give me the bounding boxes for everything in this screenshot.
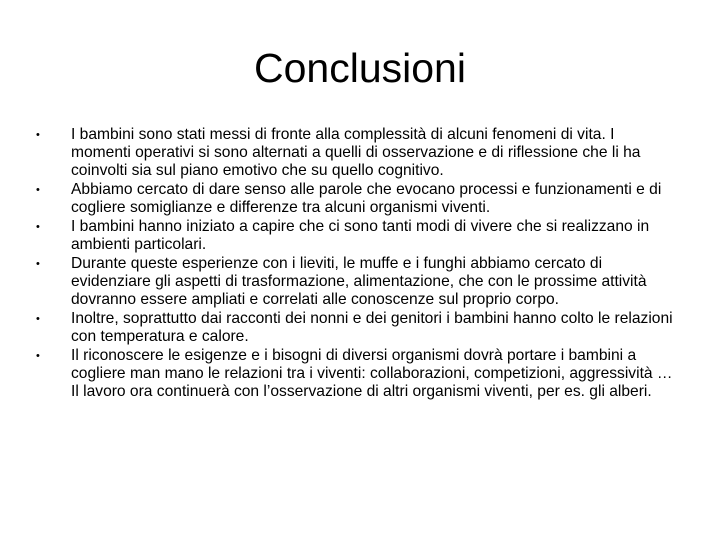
bullet-icon: • — [36, 184, 40, 196]
bullet-icon: • — [36, 129, 40, 141]
bullet-icon: • — [36, 258, 40, 270]
bullet-item — [36, 218, 676, 254]
bullet-item — [36, 126, 676, 180]
bullet-item — [36, 181, 676, 217]
bullet-icon: • — [36, 221, 40, 233]
bullet-icon: • — [36, 350, 40, 362]
bullet-text: Durante queste esperienze con i lieviti, le muffe e i funghi abbiamo cercato di evidenziare gli aspetti di trasformazione, alimentazione, che con le prossime attività dovranno essere ampliati e correlati alle conoscenze sul proprio corpo. — [71, 255, 647, 308]
bullet-text: I bambini sono stati messi di fronte alla complessità di alcuni fenomeni di vita. I momenti operativi si sono alternati a quelli di osservazione e di riflessione che li ha coinvolti sia sul piano emotivo che su quello cognitivo. — [71, 126, 641, 179]
bullet-text: I bambini hanno iniziato a capire che ci sono tanti modi di vivere che si realizzano in ambienti particolari. — [71, 218, 650, 253]
bullet-icon: • — [36, 313, 40, 325]
bullet-text: Il riconoscere le esigenze e i bisogni di diversi organismi dovrà portare i bambini a cogliere man mano le relazioni tra i viventi: collaborazioni, competizioni, aggressività … Il lavoro ora continuerà con l’osservazione di altri organismi viventi, per es. gli alberi. — [71, 347, 673, 400]
bullet-item — [36, 310, 676, 346]
bullet-item — [36, 347, 676, 401]
bullet-item — [36, 255, 676, 309]
bullet-text: Inoltre, soprattutto dai racconti dei nonni e dei genitori i bambini hanno colto le relazioni con temperatura e calore. — [71, 310, 673, 345]
bullet-list — [36, 126, 676, 402]
bullet-text: Abbiamo cercato di dare senso alle parole che evocano processi e funzionamenti e di cogliere somiglianze e differenze tra alcuni organismi viventi. — [71, 181, 662, 216]
slide-title: Conclusioni — [254, 45, 466, 91]
